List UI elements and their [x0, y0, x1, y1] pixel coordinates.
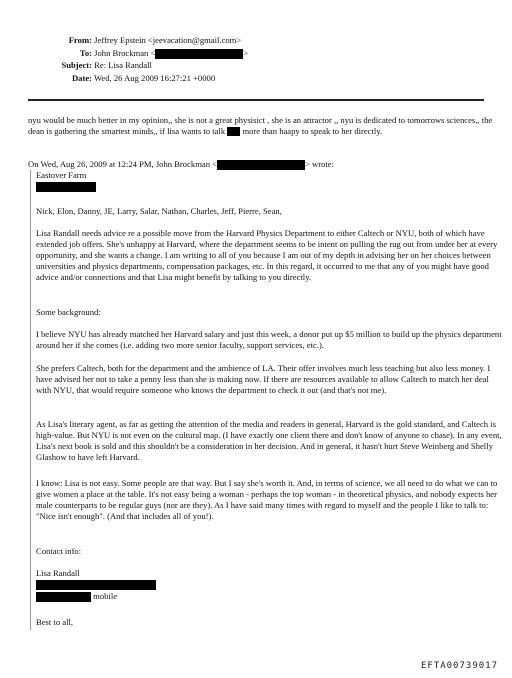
redaction-box [36, 182, 96, 192]
org-name: Eastover Farm [36, 170, 87, 180]
from-row [28, 34, 248, 47]
greeting: Nick, Elon, Danny, JE, Larry, Salar, Nathan, Charles, Jeff, Pierre, Sean, [36, 206, 282, 216]
redaction-box [36, 592, 91, 602]
redaction-box [217, 160, 305, 170]
from-label: From: [68, 35, 92, 45]
quote-bar [30, 170, 31, 630]
redaction-box [227, 127, 240, 136]
date-value: Wed, 26 Aug 2009 16:27:21 +0000 [94, 72, 216, 83]
date-label: Date: [71, 72, 92, 83]
to-value: John Brockman < [94, 47, 156, 58]
subject-value: Re: Lisa Randall [94, 60, 152, 71]
mobile-label: mobile [93, 590, 118, 601]
to-row [28, 47, 248, 60]
redaction-box [36, 580, 156, 590]
document-id: EFTA00739017 [420, 661, 498, 671]
background-label: Some background: [36, 307, 101, 317]
closing: Best to all, [36, 617, 73, 627]
email-header [28, 34, 248, 84]
contact-name: Lisa Randall [36, 568, 80, 578]
redaction-box [155, 49, 243, 59]
contact-label: Contact info: [36, 546, 82, 556]
from-value: Jeffrey Epstein <jeevacation@gmail.com> [94, 35, 242, 45]
reply-text-start: nyu would be much better in my opinion,, she is not a great physisict , she is an attractor ,, nyu is dedicated to tomorrows sciences,, the dean is gathering the smartest minds,, if lisa wants to talk [28, 115, 493, 136]
quote-attribution [28, 159, 334, 170]
paragraph-3: She prefers Caltech, both for the department and the ambience of LA. Their offer involves much less teaching but also less money. I have advised her not to take a penny less than she is making now. If there are resources available to allow Caltech to match her deal with NYU, that would require someone who knows the department to check it out (and that's not me). [36, 363, 491, 395]
paragraph-1: Lisa Randall needs advice re a possible move from the Harvard Physics Department to either Caltech or NYU, both of which have extended job offers. She's unhappy at Harvard, where the department seems to be intent on pulling the rug out from under her at every opportunity, and she wants a change. I am writing to all of you because I am out of my depth in advising her on her choices between universities and physics departments, compensation packages, etc. In this regard, it occurred to me that any of you might have good advice and/or connections and that Lisa might benefit by talking to you directly. [36, 228, 498, 282]
quoted-org [36, 170, 506, 192]
subject-row [28, 59, 248, 72]
reply-body [28, 115, 496, 137]
date-row [28, 72, 248, 85]
mobile-row [36, 591, 506, 602]
reply-text-end: more than haapy to speak to her directly. [240, 125, 383, 136]
quote-attribution-prefix: On Wed, Aug 26, 2009 at 12:24 PM, John Brockman < [28, 159, 217, 169]
contact-info [36, 568, 506, 602]
paragraph-4: As Lisa's literary agent, as far as getting the attention of the media and readers in general, Harvard is the gold standard, and Caltech is high-value. But NYU is not even on the cultural map. (I have exactly one client there and don't know of anyone to chase). In any event, Lisa's next book is sold and this shouldn't be a consideration in her decision. And in general, it hasn't hurt Steve Weinberg and Shelly Glashow to have left Harvard. [36, 419, 502, 462]
header-divider [28, 99, 484, 101]
to-value-tail: > [243, 47, 249, 58]
quote-attribution-suffix: > wrote: [305, 159, 334, 169]
paragraph-5: I know: Lisa is not easy. Some people are that way. But I say she's worth it. And, in terms of science, we all need to do what we can to give women a place at the table. It's not easy being a woman - perhaps the top woman - in theoretical physics, and nobody expects her male counterparts to be regular guys (nor are they). As I have said many times with regard to myself and the people I like to talk to: "Nice isn't enough". (And that includes all of you!). [36, 478, 498, 521]
to-label: To: [79, 47, 92, 58]
subject-label: Subject: [61, 60, 92, 71]
paragraph-2: I believe NYU has already matched her Harvard salary and just this week, a donor put up $5 million to build up the physics department around her if she comes (i.e. adding two more senior faculty, support services, etc.). [36, 329, 502, 350]
